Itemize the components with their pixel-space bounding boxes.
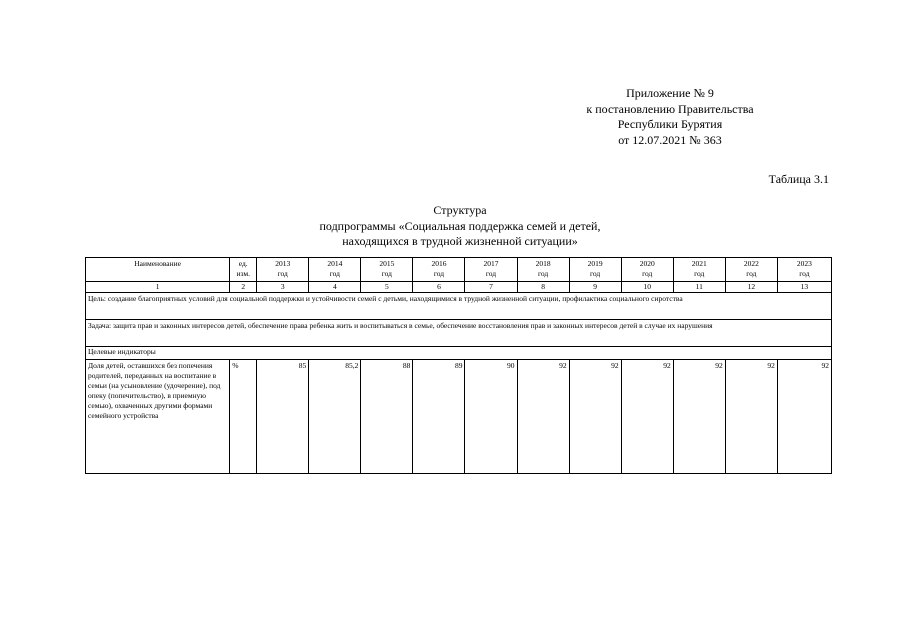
header-year-word: год [799,269,810,278]
header-year [621,258,673,282]
column-number-row [86,282,832,293]
indicator-unit: % [230,360,257,474]
title-line-3: находящихся в трудной жизненной ситуации» [342,234,578,248]
document-title [220,203,700,250]
header-unit-line-1: ед. [238,259,248,268]
appendix-block [540,86,800,148]
task-row [86,320,832,347]
column-number: 9 [569,282,621,293]
header-name: Наименование [86,258,230,282]
header-year-value: 2020 [639,259,655,268]
header-year [725,258,777,282]
indicators-row [86,347,832,360]
column-number: 2 [230,282,257,293]
header-year-value: 2022 [743,259,759,268]
header-year [361,258,413,282]
header-year [517,258,569,282]
column-number: 6 [413,282,465,293]
header-year [569,258,621,282]
column-number: 4 [309,282,361,293]
task-text: Задача: защита прав и законных интересов детей, обеспечение права ребенка жить и воспитываться в семье, обеспечение восстановления прав и законных интересов детей в случае их нарушения [86,320,832,347]
header-year-word: год [277,269,288,278]
header-year-word: год [329,269,340,278]
appendix-line-4: от 12.07.2021 № 363 [618,132,722,147]
header-unit-line-2: изм. [236,269,250,278]
header-year-value: 2015 [379,259,395,268]
column-number: 1 [86,282,230,293]
table-reference: Таблица 3.1 [768,172,829,186]
indicator-value: 92 [725,360,777,474]
header-year-word: год [485,269,497,278]
column-number: 7 [465,282,517,293]
indicator-value: 92 [517,360,569,474]
header-year-word: год [694,269,705,278]
indicator-value: 85,2 [309,360,361,474]
header-year-word: год [642,269,653,278]
column-number: 10 [621,282,673,293]
indicator-value: 92 [621,360,673,474]
column-number: 5 [361,282,413,293]
indicator-value: 92 [673,360,725,474]
column-number: 13 [777,282,831,293]
header-year-value: 2013 [275,259,291,268]
header-year-value: 2014 [327,259,343,268]
appendix-line-2: к постановлению Правительства [586,101,754,116]
goal-text: Цель: создание благоприятных условий для социальной поддержки и устойчивости семей с детьми, находящимися в трудной жизненной ситуации, профилактика социального сиротства [86,293,832,320]
header-year [257,258,309,282]
header-unit [230,258,257,282]
table-row [86,360,832,474]
column-number: 3 [257,282,309,293]
header-year [465,258,517,282]
column-number: 11 [673,282,725,293]
header-year-word: год [381,269,392,278]
title-line-2: подпрограммы «Социальная поддержка семей и детей, [319,218,601,233]
appendix-line-1: Приложение № 9 [626,86,714,100]
goal-row [86,293,832,320]
title-line-1: Структура [433,203,487,217]
appendix-line-3: Республики Бурятия [617,117,723,131]
header-year [413,258,465,282]
header-year-word: год [590,269,601,278]
header-year-word: год [433,269,445,278]
header-year-value: 2021 [691,259,707,268]
header-year-word: год [746,269,757,278]
header-year-value: 2018 [535,259,551,268]
indicator-value: 89 [413,360,465,474]
indicator-name: Доля детей, оставшихся без попечения родителей, переданных на воспитание в семьи (на усыновление (удочерение), под опеку (попечительство), в приемную семью), охваченных другими формами семейного устройства [86,360,230,474]
header-year-value: 2017 [483,259,499,268]
indicator-value: 92 [569,360,621,474]
indicator-value: 90 [465,360,517,474]
column-number: 12 [725,282,777,293]
structure-table [85,257,832,474]
header-year-value: 2019 [587,259,603,268]
header-year [673,258,725,282]
indicator-value: 85 [257,360,309,474]
header-year-word: год [537,269,549,278]
header-year-value: 2016 [431,259,447,268]
indicators-label: Целевые индикаторы [86,347,832,360]
header-year-value: 2023 [796,259,812,268]
header-year [309,258,361,282]
header-row [86,258,832,282]
indicator-value: 88 [361,360,413,474]
indicator-value: 92 [777,360,831,474]
header-year [777,258,831,282]
column-number: 8 [517,282,569,293]
